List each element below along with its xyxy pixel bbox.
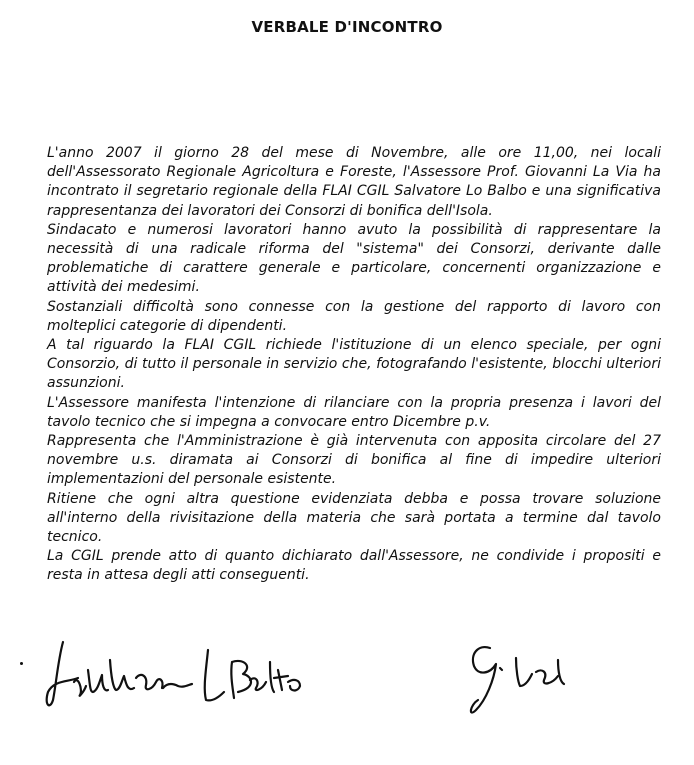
signature-right xyxy=(471,647,564,712)
paragraph: A tal riguardo la FLAI CGIL richiede l'istituzione di un elenco speciale, per ogni Consorzio, di tutto il personale in servizio che, fotografando l'esistente, blocchi ulteriori assunzioni. xyxy=(47,337,661,392)
paragraph: L'anno 2007 il giorno 28 del mese di Novembre, alle ore 11,00, nei locali dell'Assessorato Regionale Agricoltura e Foreste, l'Assessore Prof. Giovanni La Via ha incontrato il segretario regionale della FLAI CGIL Salvatore Lo Balbo e una significativa rappresentanza dei lavoratori dei Consorzi di bonifica dell'Isola. xyxy=(47,145,661,219)
document-body xyxy=(47,144,661,586)
signatures-drawing xyxy=(38,630,658,750)
signature-left xyxy=(47,642,300,705)
paragraph: Sindacato e numerosi lavoratori hanno avuto la possibilità di rappresentare la necessità di una radicale riforma del "sistema" dei Consorzi, derivante dalle problematiche di carattere generale e particolare, concernenti organizzazione e attività dei medesimi. xyxy=(47,221,661,296)
document-title: VERBALE D'INCONTRO xyxy=(251,18,443,36)
stray-mark xyxy=(20,662,23,665)
paragraph: Rappresenta che l'Amministrazione è già intervenuta con apposita circolare del 27 novembre u.s. diramata ai Consorzi di bonifica al fine di impedire ulteriori implementazioni del personale esistente. xyxy=(47,433,661,488)
paragraph: Ritiene che ogni altra questione evidenziata debba e possa trovare soluzione all'interno della rivisitazione della materia che sarà portata a termine dal tavolo tecnico. xyxy=(47,490,661,546)
paragraph: La CGIL prende atto di quanto dichiarato dall'Assessore, ne condivide i propositi e resta in attesa degli atti conseguenti. xyxy=(47,548,661,584)
paragraph: Sostanziali difficoltà sono connesse con la gestione del rapporto di lavoro con molteplici categorie di dipendenti. xyxy=(47,298,661,334)
paragraph: L'Assessore manifesta l'intenzione di rilanciare con la propria presenza i lavori del tavolo tecnico che si impegna a convocare entro Dicembre p.v. xyxy=(47,394,661,430)
signatures-area xyxy=(38,630,658,750)
